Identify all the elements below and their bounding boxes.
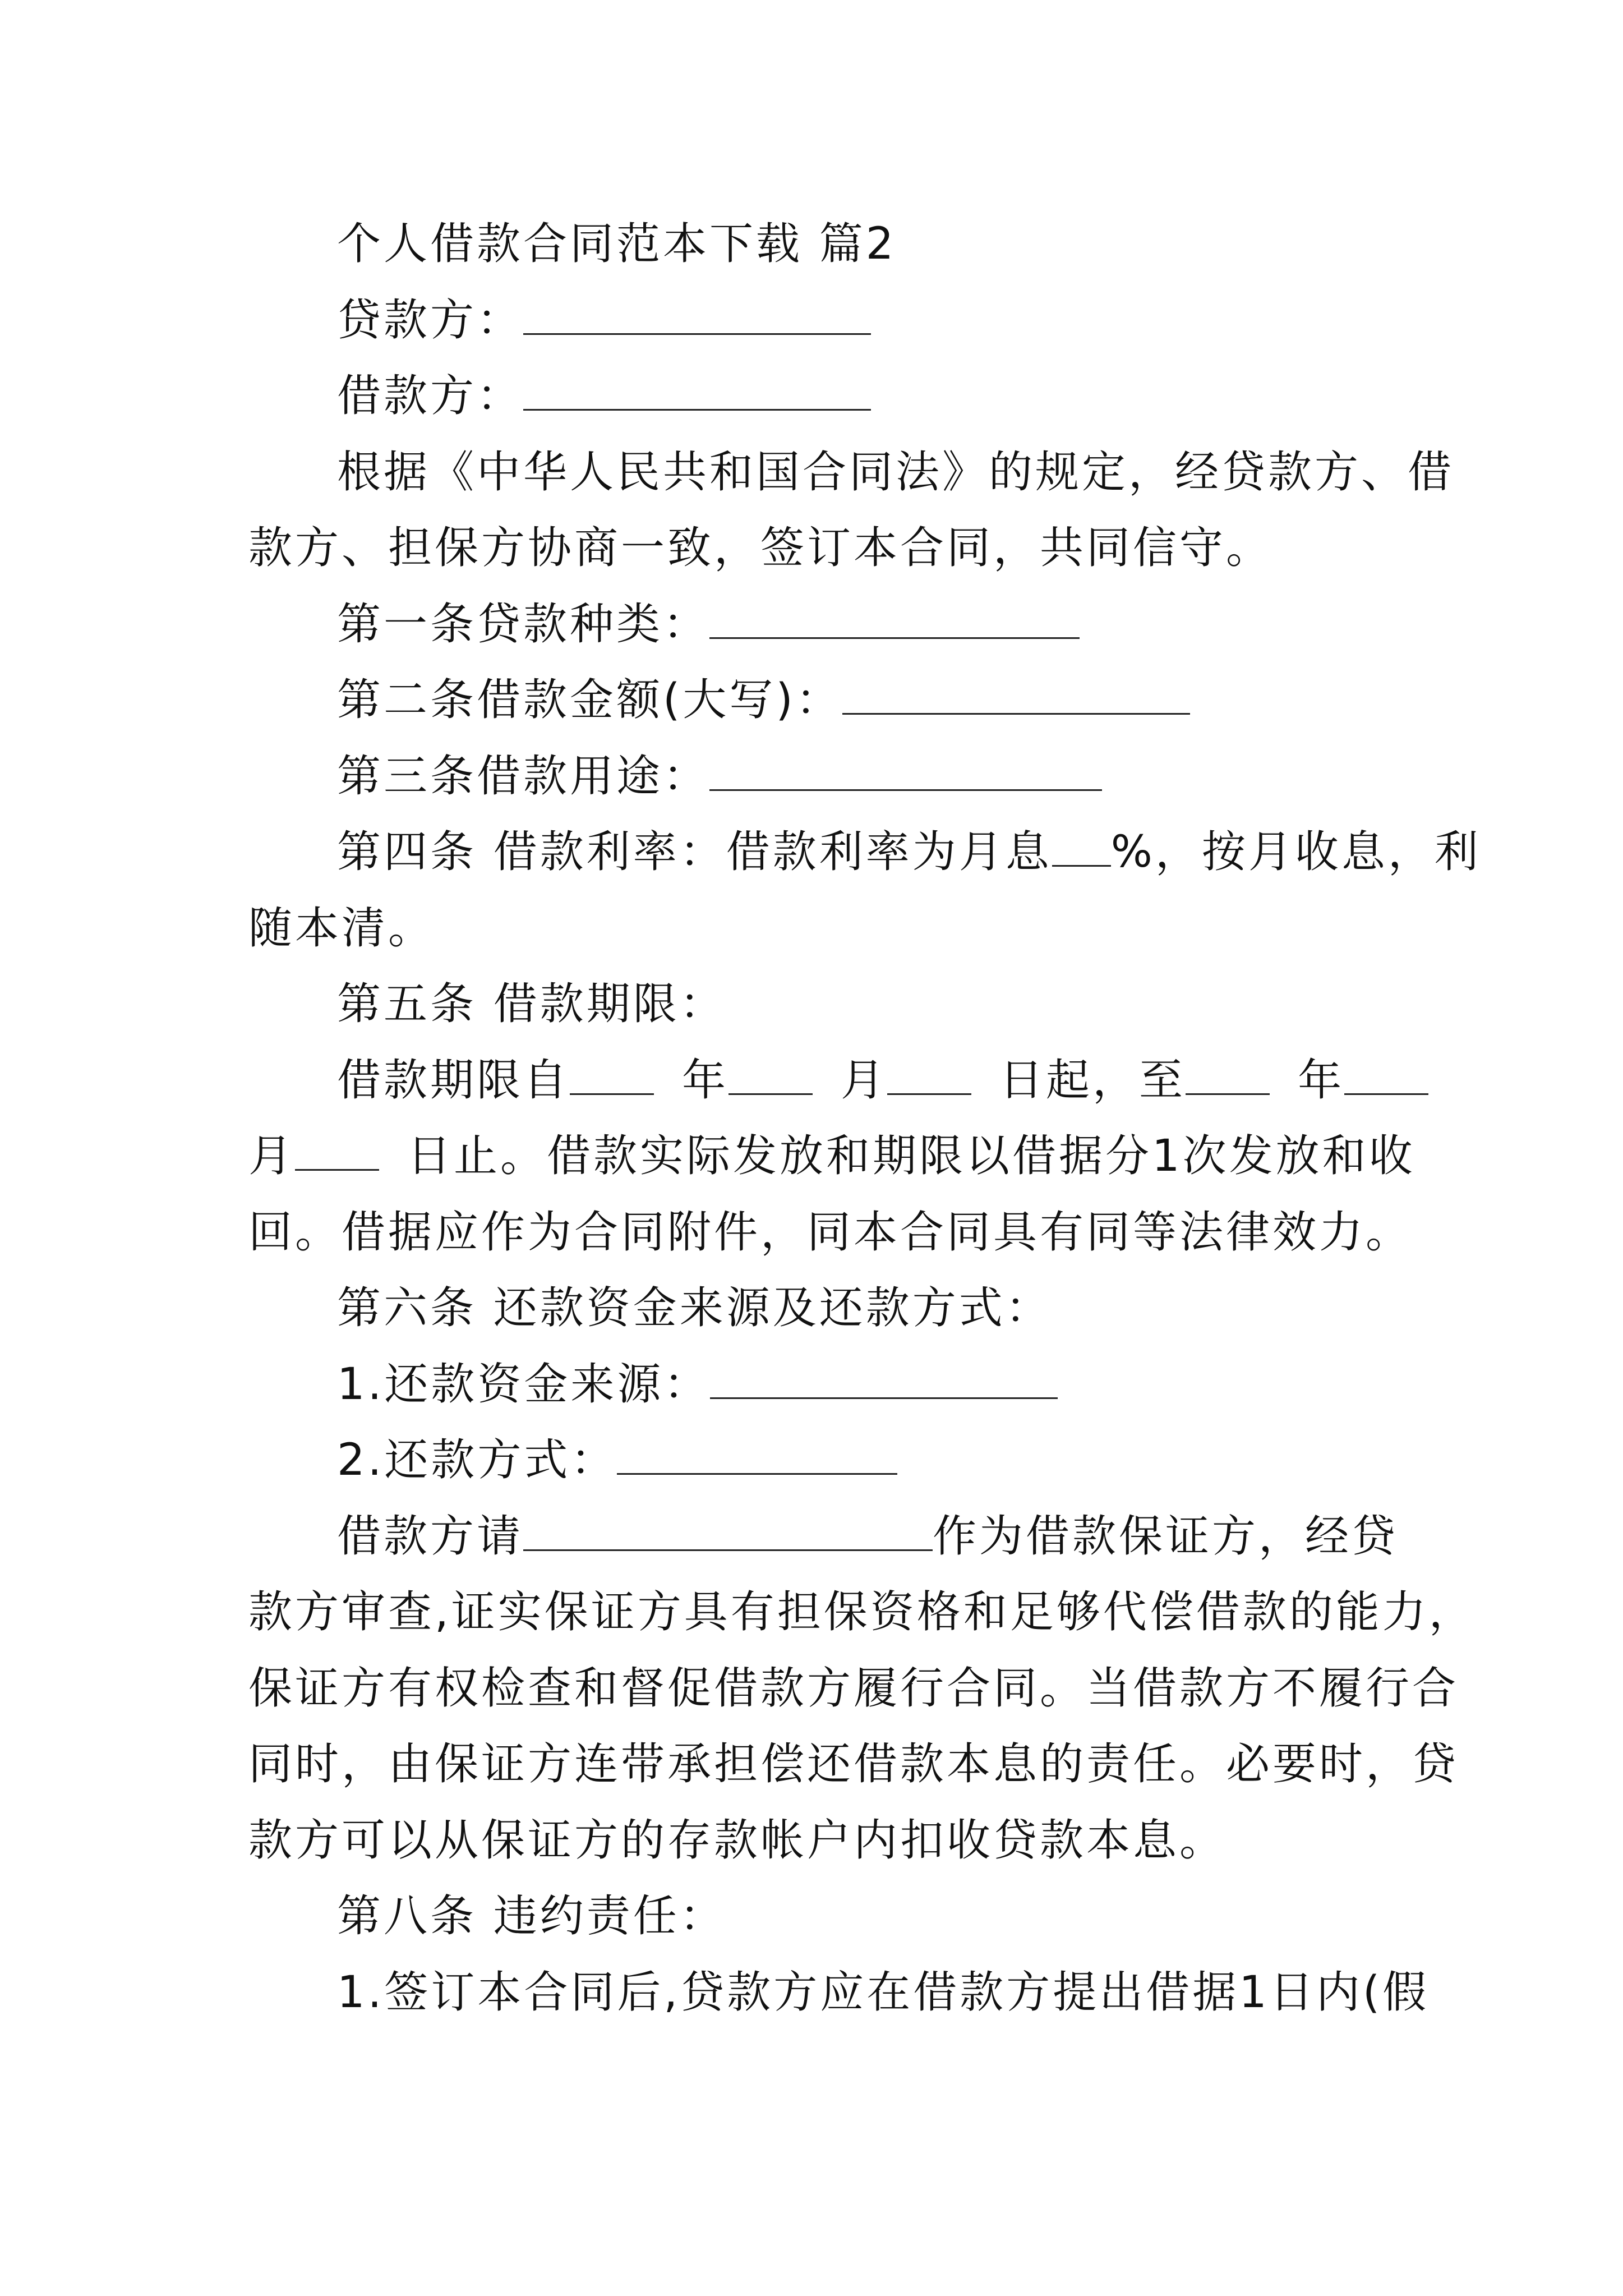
article-4-line-1 xyxy=(337,827,1481,877)
guarantor-text-3: 保证方有权检查和督促借款方履行合同。当借款方不履行合 xyxy=(248,1663,1459,1714)
article-1-blank xyxy=(709,602,1080,639)
end-year-blank xyxy=(1186,1059,1270,1095)
repay-method-label: 2.还款方式： xyxy=(337,1435,617,1485)
lender-label: 贷款方： xyxy=(337,295,524,346)
guarantor-line-3 xyxy=(248,1663,1459,1714)
start-month-blank xyxy=(728,1059,813,1095)
term-year-label-1: 年 xyxy=(682,1055,729,1106)
guarantor-suffix: 作为借款保证方，经贷 xyxy=(933,1511,1399,1562)
term-text-2: 日起，至 xyxy=(999,1055,1186,1106)
start-year-blank xyxy=(570,1059,654,1095)
article-8-heading-text: 第八条 违约责任： xyxy=(337,1891,726,1941)
guarantor-prefix: 借款方请 xyxy=(337,1511,524,1562)
guarantor-text-2: 款方审查,证实保证方具有担保资格和足够代偿借款的能力， xyxy=(248,1587,1476,1637)
term-text-4: 回。借据应作为合同附件，同本合同具有同等法律效力。 xyxy=(248,1207,1413,1258)
intro-text-2: 款方、担保方协商一致，签订本合同，共同信守。 xyxy=(248,523,1273,573)
article-6-heading-text: 第六条 还款资金来源及还款方式： xyxy=(337,1283,1052,1333)
term-text-1: 借款期限自 xyxy=(337,1055,570,1106)
borrower-label: 借款方： xyxy=(337,371,524,421)
term-year-label-2: 年 xyxy=(1298,1055,1345,1106)
term-month-label-2: 月 xyxy=(248,1131,296,1181)
guarantor-blank xyxy=(523,1515,933,1551)
article-1-label: 第一条贷款种类： xyxy=(337,599,710,650)
article-5-heading-text: 第五条 借款期限： xyxy=(337,979,726,1029)
intro-text-1: 根据《中华人民共和国合同法》的规定，经贷款方、借 xyxy=(337,447,1455,498)
article-5-heading xyxy=(337,979,726,1029)
article-2-blank xyxy=(842,678,1190,715)
article-4-text-2: 随本清。 xyxy=(248,903,435,954)
borrower-blank xyxy=(523,374,871,411)
article-8-item-1 xyxy=(337,1967,1430,2018)
borrower-line xyxy=(337,371,871,421)
term-line-1 xyxy=(337,1055,1428,1106)
start-day-blank xyxy=(887,1059,971,1095)
guarantor-line-5 xyxy=(248,1815,1227,1866)
guarantor-line-4 xyxy=(248,1739,1459,1789)
repay-method-blank xyxy=(617,1438,897,1475)
lender-line xyxy=(337,295,871,346)
guarantor-line-2 xyxy=(248,1587,1476,1637)
article-3-blank xyxy=(709,754,1102,791)
end-day-blank xyxy=(295,1134,379,1171)
term-line-3 xyxy=(248,1207,1413,1258)
guarantor-text-5: 款方可以从保证方的存款帐户内扣收贷款本息。 xyxy=(248,1815,1227,1866)
article-1-line xyxy=(337,599,1080,650)
article-8-heading xyxy=(337,1891,726,1941)
article-3-line xyxy=(337,751,1102,802)
intro-line-2 xyxy=(248,523,1273,573)
article-8-item-1-text: 1.签订本合同后,贷款方应在借款方提出借据1日内(假 xyxy=(337,1967,1430,2018)
article-4-prefix: 第四条 借款利率：借款利率为月息 xyxy=(337,827,1052,877)
title-text: 个人借款合同范本下载 篇2 xyxy=(337,219,897,269)
guarantor-line-1 xyxy=(337,1511,1399,1562)
guarantor-text-4: 同时，由保证方连带承担偿还借款本息的责任。必要时，贷 xyxy=(248,1739,1459,1789)
article-4-line-2 xyxy=(248,903,435,954)
term-text-3: 日止。借款实际发放和期限以借据分1次发放和收 xyxy=(407,1131,1415,1181)
repay-source-blank xyxy=(710,1363,1058,1399)
article-3-label: 第三条借款用途： xyxy=(337,751,710,802)
end-month-blank xyxy=(1344,1059,1428,1095)
article-4-suffix: %，按月收息，利 xyxy=(1110,827,1481,877)
document-title xyxy=(337,219,897,269)
repay-source-label: 1.还款资金来源： xyxy=(337,1359,711,1410)
interest-rate-blank xyxy=(1052,830,1111,867)
article-2-line xyxy=(337,675,1190,725)
term-line-2 xyxy=(248,1131,1415,1181)
article-6-heading xyxy=(337,1283,1052,1333)
lender-blank xyxy=(523,298,871,335)
repay-method-line xyxy=(337,1435,897,1485)
term-month-label-1: 月 xyxy=(841,1055,888,1106)
intro-line-1 xyxy=(337,447,1455,498)
article-2-label: 第二条借款金额(大写)： xyxy=(337,675,842,725)
repay-source-line xyxy=(337,1359,1058,1410)
